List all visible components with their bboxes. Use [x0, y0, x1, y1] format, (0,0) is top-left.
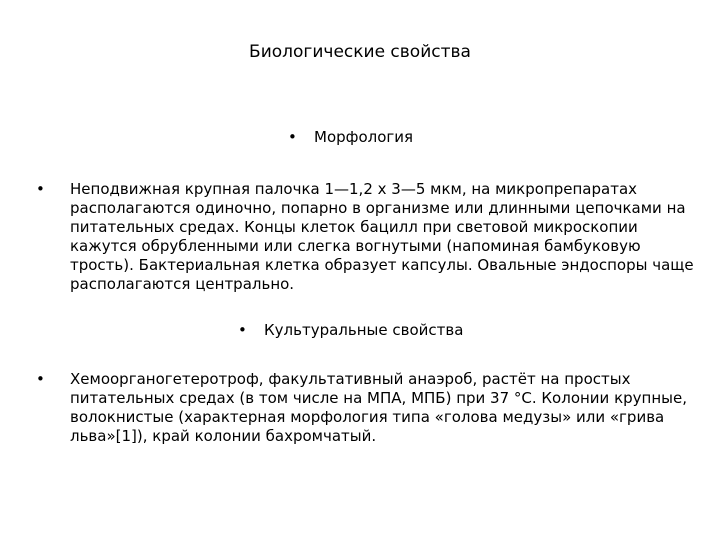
- paragraph-cultural-properties: [36, 370, 696, 446]
- bullet-marker: •: [36, 180, 45, 198]
- paragraph-text: Хемоорганогетеротроф, факультативный анаэроб, растёт на простых питательных средах (в том числе на МПА, МПБ) при 37 °C. Колонии крупные, волокнистые (характерная морфология типа «голова медузы» или «грива льва»[1]), край колонии бахромчатый.: [70, 370, 687, 445]
- bullet-marker: •: [238, 321, 247, 339]
- bullet-marker: •: [288, 128, 297, 146]
- section-heading-cultural-properties: [238, 320, 463, 340]
- section-heading-morphology: [288, 127, 413, 147]
- paragraph-morphology: [36, 180, 696, 294]
- slide-title: Биологические свойства: [249, 42, 471, 62]
- bullet-marker: •: [36, 370, 45, 388]
- heading-label: Морфология: [314, 128, 414, 146]
- heading-label: Культуральные свойства: [264, 321, 464, 339]
- paragraph-text: Неподвижная крупная палочка 1—1,2 х 3—5 мкм, на микропрепаратах располагаются одиночно, попарно в организме или длинными цепочками на питательных средах. Концы клеток бацилл при световой микроскопии кажутся обрубленными или слегка вогнутыми (напоминая бамбуковую трость). Бактериальная клетка образует капсулы. Овальные эндоспоры чаще располагаются центрально.: [70, 180, 694, 293]
